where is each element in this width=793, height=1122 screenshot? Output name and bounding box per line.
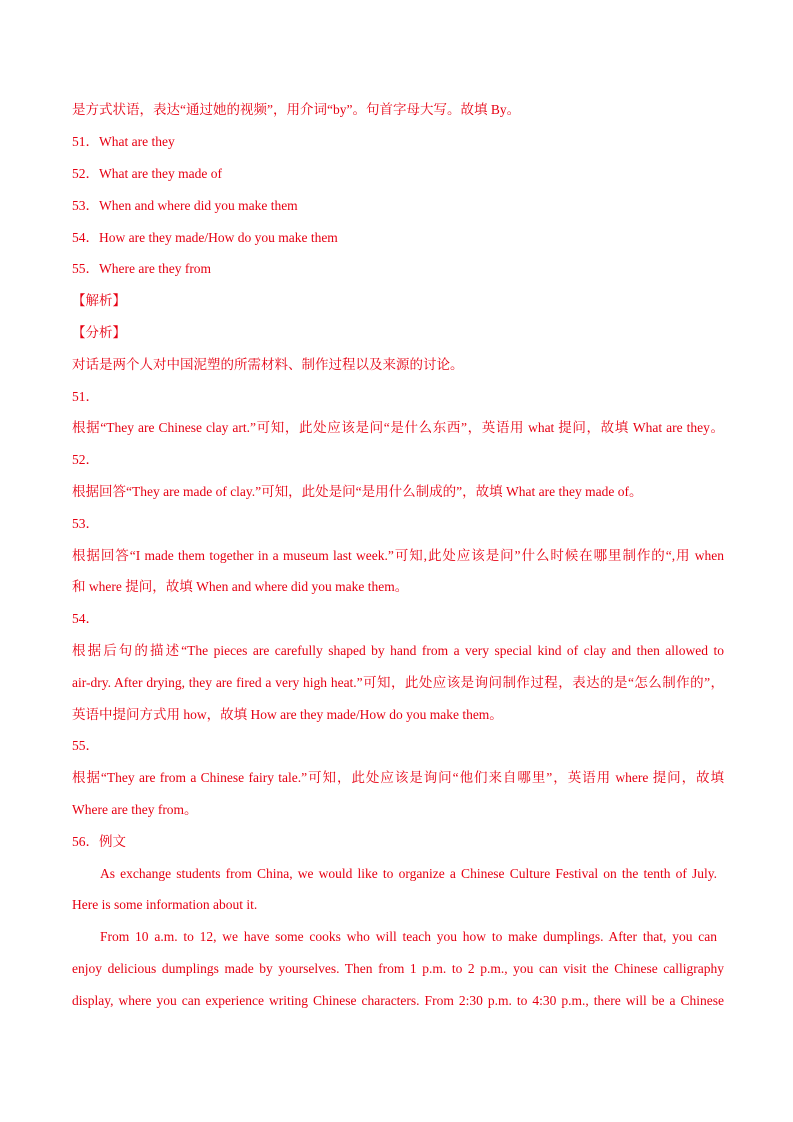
explanation-51: 根据“They are Chinese clay art.”可知，此处应该是问“是什么东西”，英语用 what 提问，故填 What are they。 [72, 420, 724, 435]
answer-52: 52．What are they made of [72, 166, 222, 181]
essay-paragraph1-line1: As exchange students from China, we would like to organize a Chinese Culture Festival on the tenth of July. [100, 866, 717, 881]
item-number-52: 52． [72, 452, 99, 467]
explanation-54-line3: 英语中提问方式用 how，故填 How are they made/How do you make them。 [72, 707, 503, 722]
section-heading-fenxi: 【分析】 [72, 325, 126, 340]
essay-paragraph1-line2: Here is some information about it. [72, 897, 258, 912]
item-number-55: 55． [72, 738, 99, 753]
explanation-55-line2: Where are they from。 [72, 802, 198, 817]
essay-paragraph2-line3: display, where you can experience writing Chinese characters. From 2:30 p.m. to 4:30 p.m., there will be a Chinese [72, 993, 724, 1008]
essay-paragraph2-line1: From 10 a.m. to 12, we have some cooks who will teach you how to make dumplings. After that, you can [100, 929, 717, 944]
answer-53: 53．When and where did you make them [72, 198, 298, 213]
explanation-54-line2: air-dry. After drying, they are fired a very high heat.”可知，此处应该是询问制作过程，表达的是“怎么制作的”， [72, 675, 724, 690]
analysis-summary: 对话是两个人对中国泥塑的所需材料、制作过程以及来源的讨论。 [72, 357, 464, 372]
item-number-53: 53． [72, 516, 99, 531]
essay-paragraph2-line2: enjoy delicious dumplings made by yourselves. Then from 1 p.m. to 2 p.m., you can visit the Chinese calligraphy [72, 961, 724, 976]
section-heading-jiexi: 【解析】 [72, 293, 126, 308]
item-number-51: 51． [72, 389, 99, 404]
answer-55: 55．Where are they from [72, 261, 212, 276]
answer-54: 54．How are they made/How do you make them [72, 230, 338, 245]
explanation-52: 根据回答“They are made of clay.”可知，此处是问“是用什么制成的”，故填 What are they made of。 [72, 484, 643, 499]
explanation-55-line1: 根据“They are from a Chinese fairy tale.”可知，此处应该是询问“他们来自哪里”，英语用 where 提问，故填 [72, 770, 724, 785]
explanation-54-line1: 根据后句的描述“The pieces are carefully shaped by hand from a very special kind of clay and then allowed to [72, 643, 724, 658]
answer-51: 51．What are they [72, 134, 175, 149]
explanation-53-line2: 和 where 提问，故填 When and where did you make them。 [72, 579, 409, 594]
continued-explanation-line: 是方式状语，表达“通过她的视频”，用介词“by”。句首字母大写。故填 By。 [72, 102, 521, 117]
explanation-53-line1: 根据回答“I made them together in a museum last week.”可知,此处应该是问”什么时候在哪里制作的“,用 when [72, 548, 724, 563]
item-number-54: 54． [72, 611, 99, 626]
question-56-heading: 56．例文 [72, 834, 126, 849]
